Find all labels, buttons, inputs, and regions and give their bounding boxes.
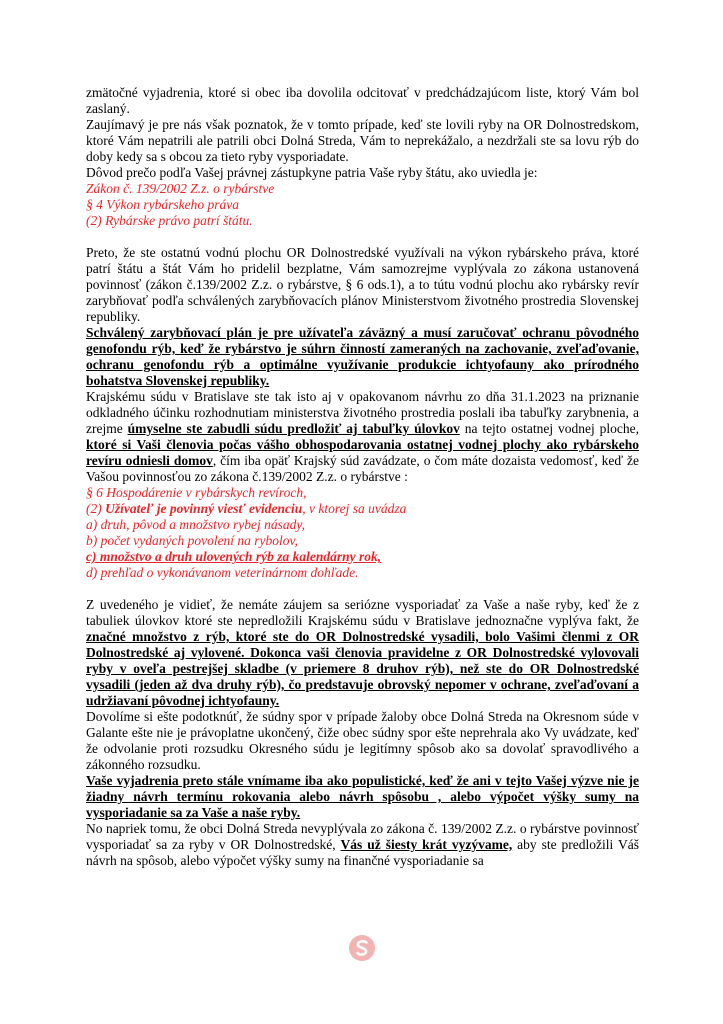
- law-quote-2-line-3: a) druh, pôvod a množstvo rybej násady,: [86, 517, 305, 532]
- law-quote-1-line-3: (2) Rybárske právo patrí štátu.: [86, 213, 253, 228]
- paragraph-7: [86, 597, 639, 709]
- law-quote-2-line-6: d) prehľad o vykonávanom veterinárnom dohľade.: [86, 565, 359, 580]
- law2-l5: c) množstvo a druh ulovených rýb za kalendárny rok,: [86, 549, 382, 564]
- document-body: [86, 85, 639, 869]
- law-quote-2-line-1: § 6 Hospodárenie v rybárskych revíroch,: [86, 485, 307, 500]
- p10-text-b: Vás už šiesty krát vyzývame,: [340, 837, 513, 852]
- law2-l2-c: , v ktorej sa uvádza: [302, 501, 407, 516]
- paragraph-6: [86, 389, 639, 485]
- paragraph-2: Zaujímavý je pre nás však poznatok, že v tomto prípade, keď ste lovili ryby na OR Dolnostredskom, ktoré Vám nepatrili ale patrili obci Dolná Streda, Vám to neprekážalo, a nezdržali ste sa lovu rýb do doby kedy sa s obcou za tieto ryby vysporiadate.: [86, 117, 639, 164]
- paragraph-8: Dovolíme si ešte podotknúť, že súdny spor v prípade žaloby obce Dolná Streda na Okresnom súde v Galante ešte nie je právoplatne ukončený, čiže obec súdny spor ešte neprehrala ako Vy uvádzate, keď že odvolanie proti rozsudku Okresného súdu je legitímny spôsob ako sa dovolať spravodlivého a zákonného rozsudku.: [86, 709, 639, 772]
- p6-text-a: Krajskému súdu v Bratislave ste tak isto aj v opakovanom návrhu zo dňa 31.1.2023 na priznanie odkladného účinku rozhodnutiam ministerstva životného prostredia poslali iba tabuľky zarybnenia, a zrejme: [86, 389, 639, 436]
- paragraph-10: [86, 821, 639, 869]
- law-quote-2-line-5: [86, 549, 639, 565]
- law-quote-2-line-4: b) počet vydaných povolení na rybolov,: [86, 533, 298, 548]
- law2-l2-a: (2): [86, 501, 106, 516]
- p10-text-c: aby ste predložili Váš návrh na spôsob, alebo výpočet výšky sumy na finančné vysporiadanie sa: [86, 837, 639, 868]
- law2-l2-b: Užívateľ je povinný viesť evidenciu: [105, 501, 303, 516]
- p10-text-a: No napriek tomu, že obci Dolná Streda nevyplývala zo zákona č. 139/2002 Z.z. o rybárstve povinnosť vysporiadať sa za ryby v OR Dolnostredské,: [86, 821, 639, 852]
- law-quote-1-line-1: Zákon č. 139/2002 Z.z. o rybárstve: [86, 181, 275, 196]
- paragraph-5: Schválený zarybňovací plán je pre užívateľa záväzný a musí zaručovať ochranu pôvodného genofondu rýb, keď že rybárstvo je súhrn činností zameraných na zachovanie, zveľaďovanie, ochranu genofondu rýb a optimálne využívanie produkcie ichtyofauny ako prírodného bohatstva Slovenskej republiky.: [86, 325, 639, 388]
- p6-text-b: úmyselne ste zabudli súdu predložiť aj tabuľky úlovkov: [127, 421, 460, 436]
- law-quote-2-line-2: [86, 501, 639, 517]
- p7-text-a: Z uvedeného je vidieť, že nemáte záujem sa seriózne vysporiadať za Vaše a naše ryby, keď že z tabuliek úlovkov ktoré ste nepredložili Krajskému súdu v Bratislave jednoznačne vyplýva fakt, že: [86, 597, 639, 628]
- law-quote-1-line-2: § 4 Výkon rybárskeho práva: [86, 197, 239, 212]
- p6-text-e: , čím iba opäť Krajský súd zavádzate, o čom máte dozaista vedomosť, keď že Vašou povinnosťou zo zákona č.139/2002 Z.z. o rybárstve :: [86, 453, 639, 484]
- paragraph-9: Vaše vyjadrenia preto stále vnímame iba ako populistické, keď že ani v tejto Vašej výzve nie je žiadny návrh termínu rokovania alebo návrh spôsobu , alebo výpočet výšky sumy na vysporiadanie sa za Vaše a naše ryby.: [86, 773, 639, 820]
- paragraph-1: zmätočné vyjadrenia, ktoré si obec iba dovolila odcitovať v predchádzajúcom liste, ktorý Vám bol zaslaný.: [86, 85, 639, 116]
- p6-text-d: ktoré si Vaši členovia počas vášho obhospodarovania ostatnej vodnej plochy ako rybárskeho revíru odniesli domov: [86, 437, 639, 468]
- p7-text-b: značné množstvo z rýb, ktoré ste do OR Dolnostredské vysadili, bolo Vašimi členmi z OR Dolnostredské aj vylovené. Dokonca vaši členovia pravidelne z OR Dolnostredské vylovovali ryby v oveľa pestrejšej skladbe (v priemere 8 druhov rýb), než ste do OR Dolnostredské vysadili (jeden až dva druhy rýb), čo predstavuje obrovský nepomer v ochrane, zveľaďovaní a udržiavaní pôvodnej ichtyofauny.: [86, 629, 639, 708]
- p6-text-c: na tejto ostatnej vodnej ploche,: [459, 421, 639, 436]
- paragraph-4: Preto, že ste ostatnú vodnú plochu OR Dolnostredské využívali na výkon rybárskeho práva, ktoré patrí štátu a štát Vám ho pridelil bezplatne, Vám samozrejme vyplývala zo zákona ustanovená povinnosť (zákon č.139/2002 Z.z. o rybárstve, § 6 ods.1), a to tútu vodnú plochu ako rybársky revír zarybňovať podľa schválených zarybňovacích plánov Ministerstvom životného prostredia Slovenskej republiky.: [86, 245, 639, 324]
- logo-s-icon: [348, 934, 376, 962]
- paragraph-3: Dôvod prečo podľa Vašej právnej zástupkyne patria Vaše ryby štátu, ako uviedla je:: [86, 165, 538, 180]
